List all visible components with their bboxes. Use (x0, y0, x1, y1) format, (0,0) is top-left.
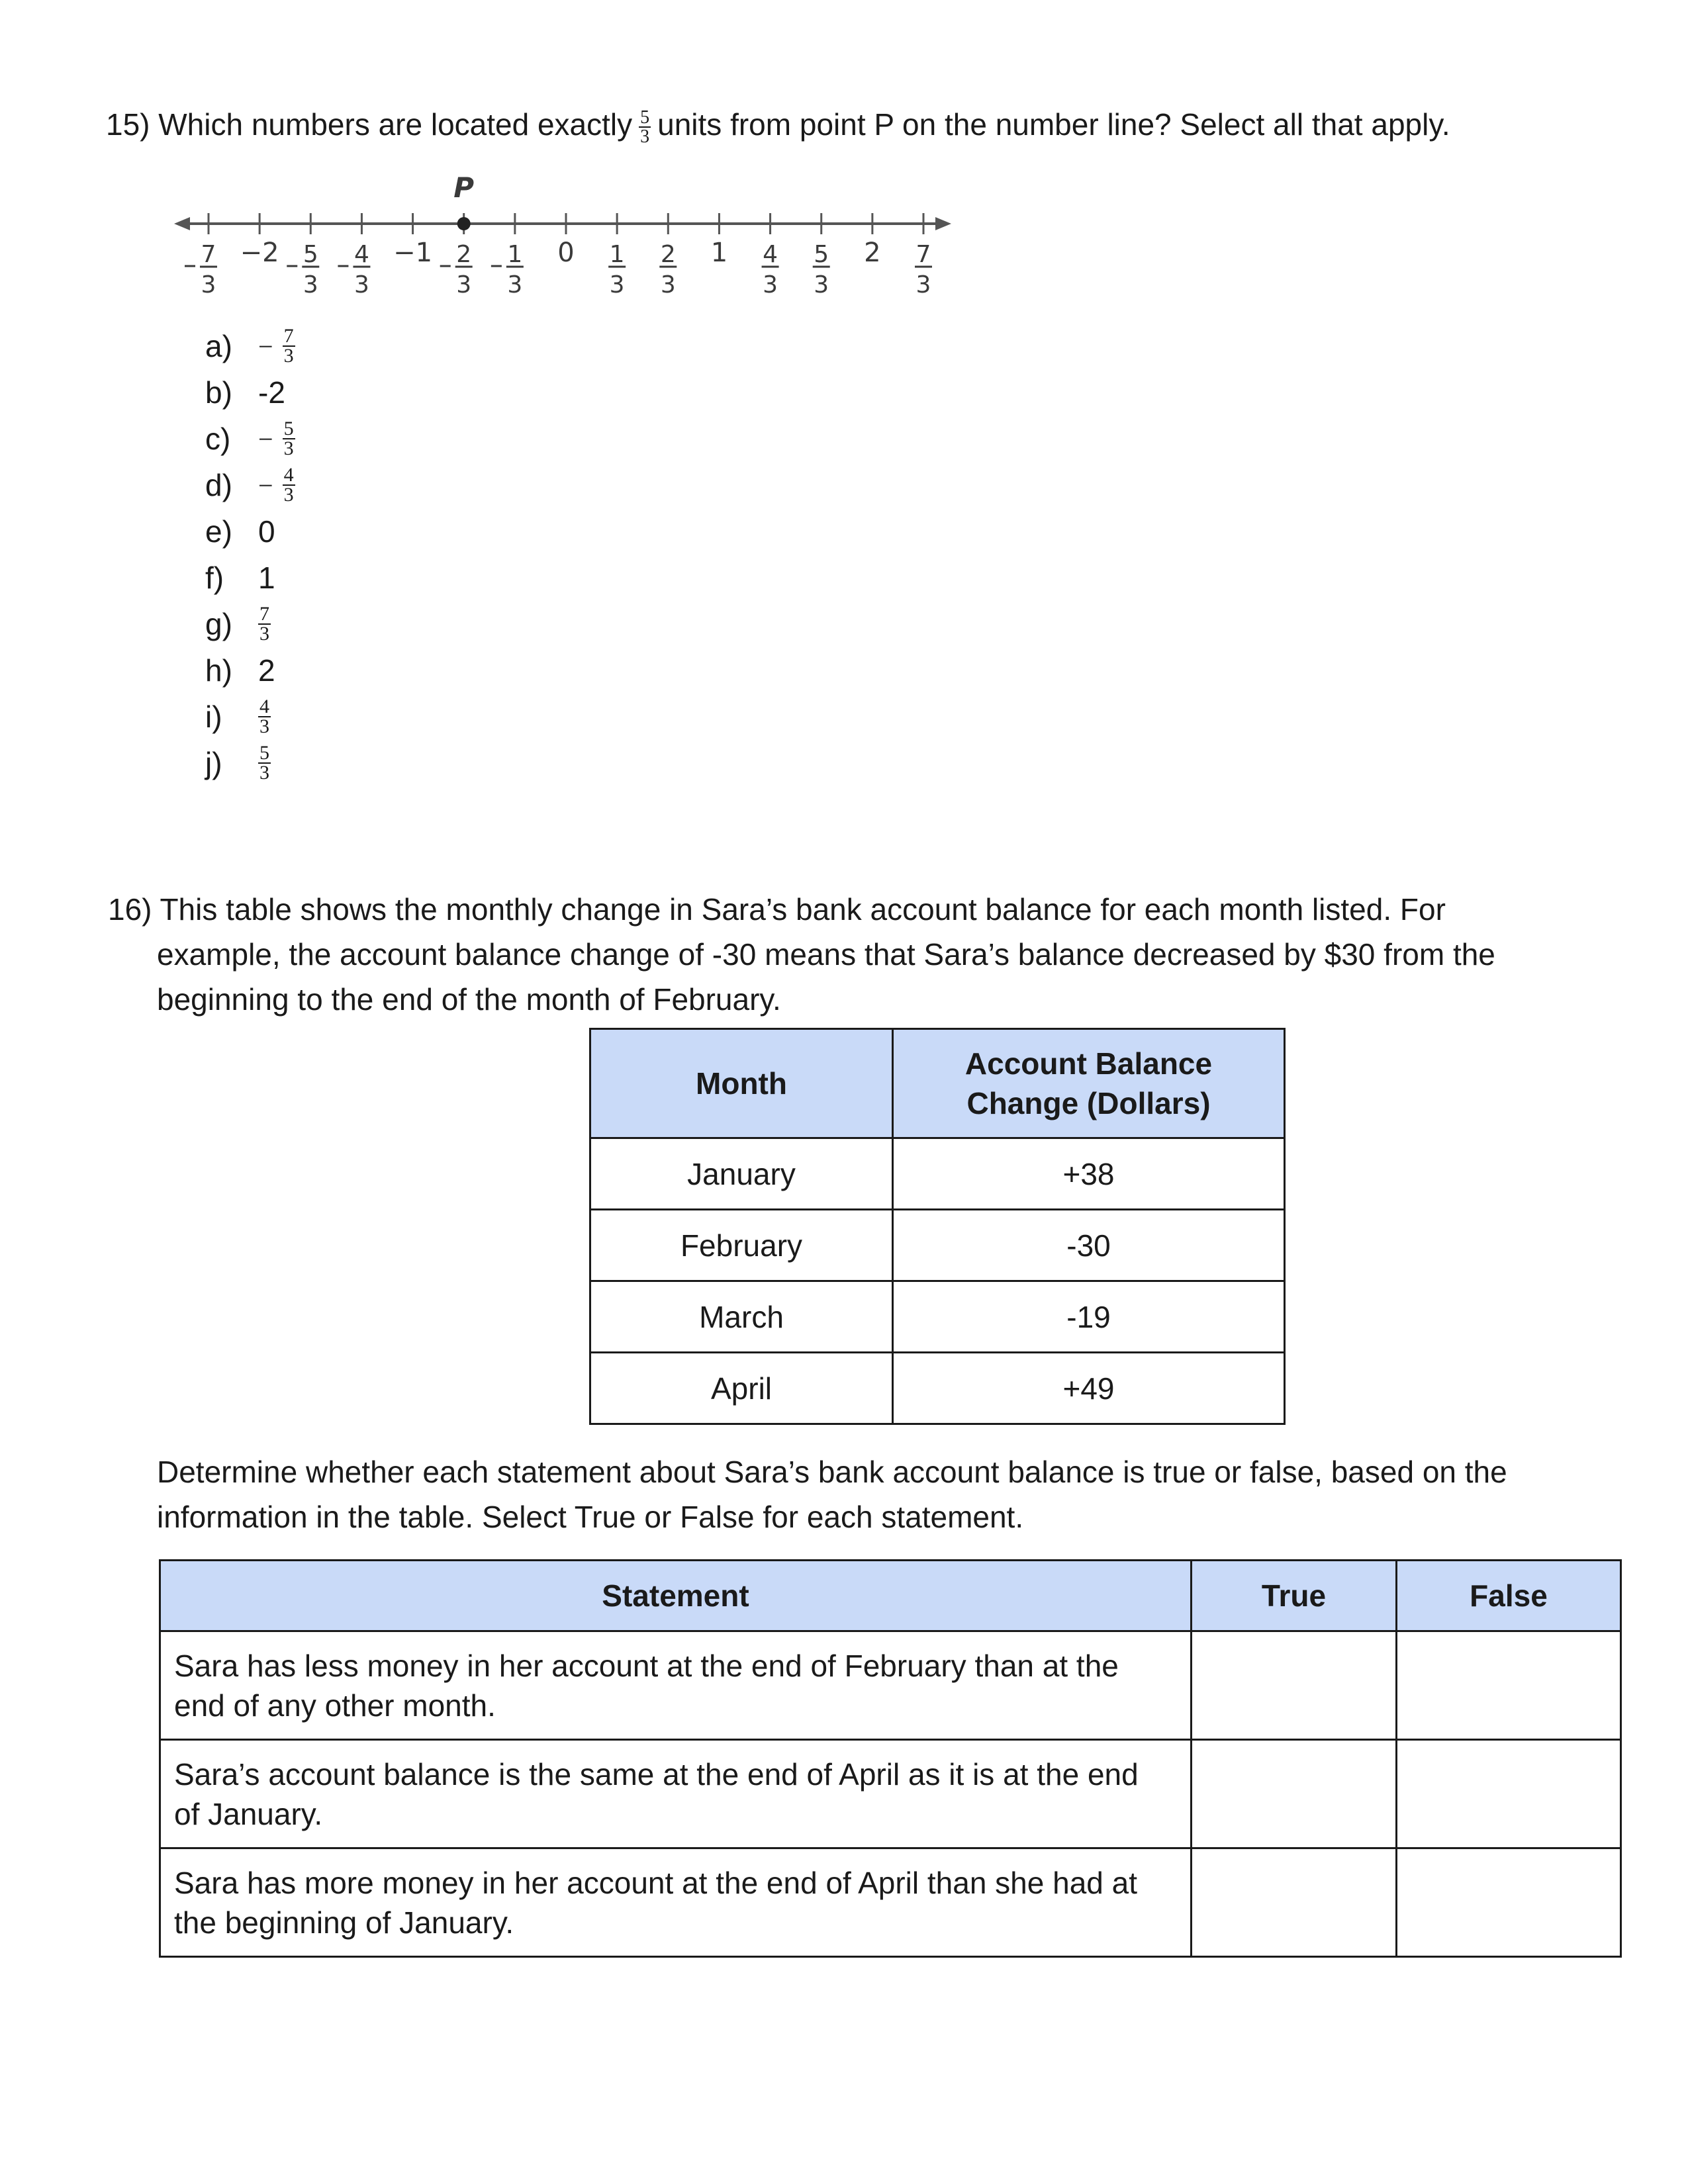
true-false-table (159, 1559, 1622, 1958)
choice-letter: c) (205, 422, 231, 456)
svg-text:4: 4 (353, 241, 369, 268)
tick-label (659, 241, 677, 298)
answer-choice[interactable] (205, 555, 295, 601)
change-cell: +49 (893, 1353, 1285, 1424)
choice-letter: a) (205, 329, 232, 363)
choice-value: 2 (258, 653, 275, 688)
svg-text:3: 3 (609, 271, 625, 298)
statement-header: Statement (160, 1561, 1192, 1631)
svg-text:1: 1 (710, 238, 728, 268)
left-arrow-icon (174, 217, 190, 230)
false-answer-cell[interactable] (1397, 1631, 1621, 1740)
svg-text:3: 3 (507, 271, 523, 298)
answer-choice[interactable] (205, 416, 295, 462)
tick-label (393, 238, 432, 268)
answer-choice[interactable] (205, 369, 295, 416)
directions-line1: Determine whether each statement about Sara’s bank account balance is true or false, based on the (157, 1455, 1507, 1489)
svg-text:5: 5 (303, 241, 318, 268)
q16-directions (157, 1449, 1673, 1539)
tick-label (240, 238, 279, 268)
q15-prompt-fraction: $\frac{5}{3}$ (640, 107, 650, 147)
statement-row (160, 1848, 1621, 1957)
choice-value: 1 (258, 561, 275, 595)
choice-value: $\frac{4}{3}$ (259, 696, 269, 737)
month-header: Month (590, 1029, 893, 1138)
svg-text:3: 3 (660, 271, 676, 298)
q16-intro (108, 887, 1624, 1022)
choice-letter: f) (205, 561, 224, 595)
tick-label (338, 241, 370, 298)
tick-label (185, 241, 217, 298)
tick-label (440, 241, 473, 298)
svg-text:7: 7 (915, 241, 931, 268)
q16-intro-line2: example, the account balance change of -30 means that Sara’s balance decreased by $30 from the (157, 937, 1495, 972)
q15-number: 15) (106, 107, 150, 142)
month-cell: February (590, 1210, 893, 1281)
svg-text:2: 2 (660, 241, 676, 268)
choice-value: − $\frac{5}{3}$ (258, 418, 294, 459)
point-p (457, 217, 471, 230)
choice-letter: g) (205, 607, 232, 641)
tick-label (813, 241, 830, 298)
choice-letter: i) (205, 700, 222, 734)
statement-row (160, 1631, 1621, 1740)
true-answer-cell[interactable] (1192, 1740, 1397, 1848)
tick-label (762, 241, 779, 298)
balance-change-header: Account Balance Change (Dollars) (893, 1029, 1285, 1138)
answer-choice[interactable] (205, 462, 295, 508)
choice-value: − $\frac{7}{3}$ (258, 325, 294, 367)
q15-prompt-after: units from point P on the number line? Select all that apply. (657, 107, 1450, 142)
statement-text: Sara’s account balance is the same at the end of April as it is at the end of January. (160, 1740, 1192, 1848)
tick-label (711, 238, 727, 268)
false-answer-cell[interactable] (1397, 1848, 1621, 1957)
false-header: False (1397, 1561, 1621, 1631)
answer-choice[interactable] (205, 647, 295, 694)
table-row (590, 1138, 1285, 1210)
svg-text:3: 3 (915, 271, 931, 298)
tick-label (608, 241, 626, 298)
choice-letter: d) (205, 468, 232, 502)
svg-text:3: 3 (814, 271, 829, 298)
month-cell: April (590, 1353, 893, 1424)
svg-text:3: 3 (201, 271, 216, 298)
statement-text: Sara has less money in her account at the end of February than at the end of any other month. (160, 1631, 1192, 1740)
choice-value: 0 (258, 514, 275, 549)
svg-text:2: 2 (456, 241, 472, 268)
right-arrow-icon (935, 217, 951, 230)
svg-text:3: 3 (303, 271, 318, 298)
answer-choices (205, 323, 295, 786)
statement-text: Sara has more money in her account at the end of April than she had at the beginning of January. (160, 1848, 1192, 1957)
change-cell: +38 (893, 1138, 1285, 1210)
svg-text:1: 1 (609, 241, 625, 268)
choice-value: − $\frac{4}{3}$ (258, 464, 294, 506)
true-header: True (1192, 1561, 1397, 1631)
svg-text:0: 0 (557, 238, 575, 268)
svg-text:3: 3 (456, 271, 472, 298)
svg-text:2: 2 (864, 238, 881, 268)
tick-label (491, 241, 524, 298)
svg-text:4: 4 (763, 241, 778, 268)
table-row (590, 1353, 1285, 1424)
month-cell: January (590, 1138, 893, 1210)
number-line (169, 172, 963, 331)
statement-row (160, 1740, 1621, 1848)
tick-label (864, 238, 880, 268)
answer-choice[interactable] (205, 508, 295, 555)
change-cell: -19 (893, 1281, 1285, 1353)
choice-letter: j) (205, 746, 222, 780)
svg-text:3: 3 (763, 271, 778, 298)
svg-text:−2: −2 (240, 238, 279, 268)
svg-text:3: 3 (353, 271, 369, 298)
true-answer-cell[interactable] (1192, 1848, 1397, 1957)
true-answer-cell[interactable] (1192, 1631, 1397, 1740)
false-answer-cell[interactable] (1397, 1740, 1621, 1848)
tick-label (287, 241, 319, 298)
choice-letter: h) (205, 653, 232, 688)
choice-value: $\frac{7}{3}$ (259, 603, 269, 645)
q15-prompt (106, 102, 1450, 147)
answer-choice[interactable] (205, 740, 295, 786)
answer-choice[interactable] (205, 601, 295, 647)
choice-letter: b) (205, 375, 232, 410)
tick-label (557, 238, 574, 268)
q16-intro-line1: This table shows the monthly change in Sara’s bank account balance for each month listed. For (160, 892, 1446, 927)
tick-label (915, 241, 932, 298)
change-cell: -30 (893, 1210, 1285, 1281)
choice-letter: e) (205, 514, 232, 549)
q16-number: 16) (108, 892, 152, 927)
svg-text:5: 5 (814, 241, 829, 268)
point-p-label: P (453, 172, 475, 204)
svg-text:−1: −1 (393, 238, 433, 268)
svg-text:7: 7 (201, 241, 216, 268)
answer-choice[interactable] (205, 694, 295, 740)
table-row (590, 1281, 1285, 1353)
month-cell: March (590, 1281, 893, 1353)
choice-value: -2 (258, 375, 285, 410)
svg-text:1: 1 (507, 241, 523, 268)
balance-change-table (589, 1028, 1286, 1425)
directions-line2: information in the table. Select True or False for each statement. (157, 1500, 1024, 1534)
q15-prompt-before: Which numbers are located exactly (158, 107, 633, 142)
choice-value: $\frac{5}{3}$ (259, 742, 269, 784)
table-row (590, 1210, 1285, 1281)
answer-choice[interactable] (205, 323, 295, 369)
q16-intro-line3: beginning to the end of the month of February. (157, 982, 781, 1017)
